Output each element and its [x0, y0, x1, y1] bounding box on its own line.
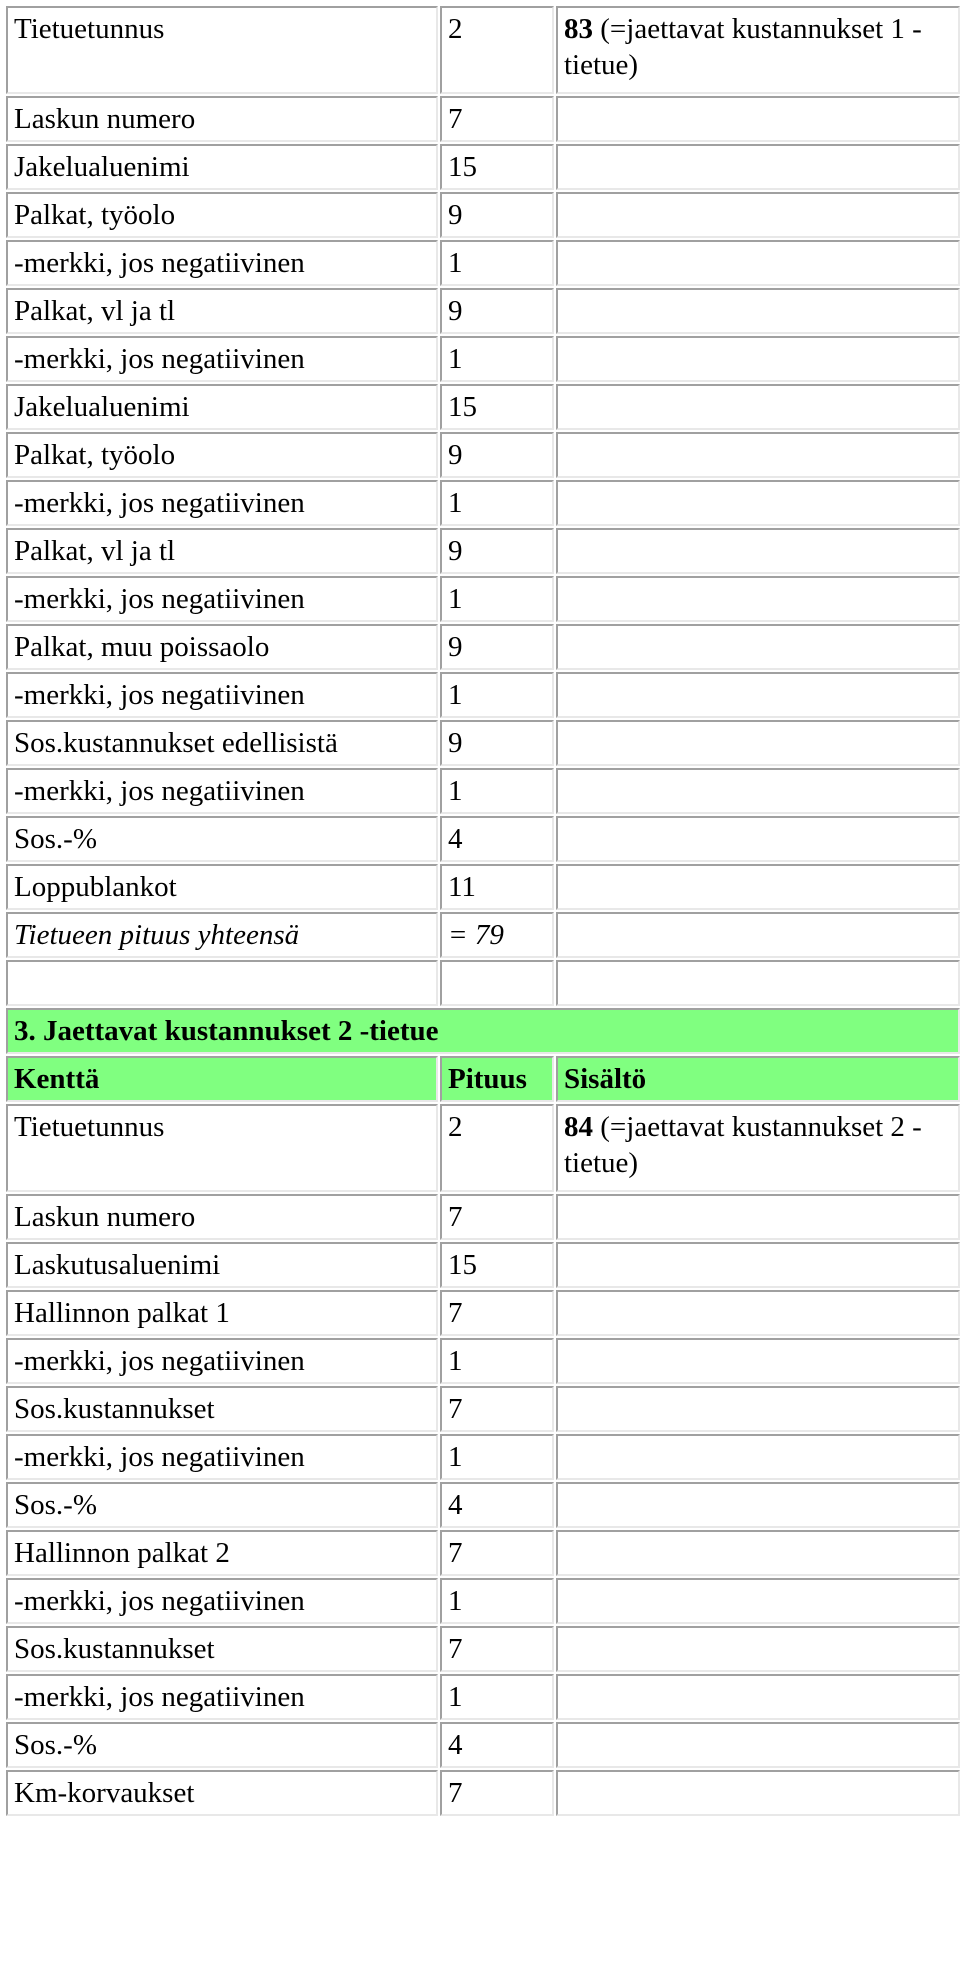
- table-row: [6, 1626, 960, 1672]
- field-name-cell: -merkki, jos negatiivinen: [6, 1338, 438, 1384]
- field-content-cell: [556, 720, 960, 766]
- field-content-cell: [556, 1578, 960, 1624]
- record-description: (=jaettavat kustannukset 2 -tietue): [564, 1111, 922, 1179]
- total-content-cell: [556, 912, 960, 958]
- table-row: [6, 864, 960, 910]
- field-content-cell: [556, 1290, 960, 1336]
- field-length-cell: 7: [440, 1530, 554, 1576]
- table-row: [6, 480, 960, 526]
- field-content-cell: [556, 576, 960, 622]
- table-row: [6, 528, 960, 574]
- field-length-cell: 7: [440, 1386, 554, 1432]
- spacer-cell: [556, 960, 960, 1006]
- table-row: [6, 720, 960, 766]
- field-length-cell: 2: [440, 6, 554, 94]
- field-name-cell: Palkat, työolo: [6, 432, 438, 478]
- field-content-cell: [556, 480, 960, 526]
- total-label: Tietueen pituus yhteensä: [6, 912, 438, 958]
- header-field: Kenttä: [6, 1056, 438, 1102]
- field-content-cell: [556, 768, 960, 814]
- table-row: [6, 384, 960, 430]
- table-row: [6, 1290, 960, 1336]
- table-row: [6, 1770, 960, 1816]
- field-content-cell: [556, 192, 960, 238]
- table-row: [6, 432, 960, 478]
- field-content-cell: [556, 1482, 960, 1528]
- field-name-cell: Sos.kustannukset: [6, 1386, 438, 1432]
- field-content-cell: [556, 240, 960, 286]
- table-row: [6, 1194, 960, 1240]
- table-row: [6, 1722, 960, 1768]
- field-length-cell: 1: [440, 576, 554, 622]
- table-row: [6, 1338, 960, 1384]
- field-content-cell: [556, 672, 960, 718]
- section1-body: [6, 6, 960, 910]
- field-name-cell: Jakelualuenimi: [6, 144, 438, 190]
- table-row: [6, 576, 960, 622]
- field-name-cell: -merkki, jos negatiivinen: [6, 1674, 438, 1720]
- field-content-cell: [556, 288, 960, 334]
- field-content-cell: [556, 384, 960, 430]
- section2-body: [6, 1104, 960, 1816]
- field-content-cell: [556, 1338, 960, 1384]
- field-content-cell: [556, 1194, 960, 1240]
- field-length-cell: 7: [440, 1626, 554, 1672]
- field-content-cell: [556, 1674, 960, 1720]
- field-name-cell: Sos.-%: [6, 1722, 438, 1768]
- field-content-cell: [556, 96, 960, 142]
- field-content-cell: [556, 336, 960, 382]
- table-row: [6, 672, 960, 718]
- field-name-cell: Palkat, vl ja tl: [6, 288, 438, 334]
- table-row: [6, 1530, 960, 1576]
- field-name-cell: Hallinnon palkat 1: [6, 1290, 438, 1336]
- table-row: [6, 816, 960, 862]
- field-content-cell: [556, 528, 960, 574]
- spacer-row: [6, 960, 960, 1006]
- field-length-cell: 9: [440, 624, 554, 670]
- field-content-cell: [556, 864, 960, 910]
- field-name-cell: Tietuetunnus: [6, 1104, 438, 1192]
- table-row: [6, 768, 960, 814]
- header-content: Sisältö: [556, 1056, 960, 1102]
- field-length-cell: 15: [440, 384, 554, 430]
- table-row: [6, 624, 960, 670]
- table-row: [6, 192, 960, 238]
- field-name-cell: Loppublankot: [6, 864, 438, 910]
- field-content-cell: [556, 1104, 960, 1192]
- field-length-cell: 1: [440, 480, 554, 526]
- record-code: 83: [564, 13, 593, 45]
- field-name-cell: Palkat, muu poissaolo: [6, 624, 438, 670]
- field-content-cell: [556, 432, 960, 478]
- table-row: [6, 1578, 960, 1624]
- field-content-cell: [556, 1770, 960, 1816]
- field-content-cell: [556, 1434, 960, 1480]
- field-content-cell: [556, 1242, 960, 1288]
- field-length-cell: 7: [440, 1290, 554, 1336]
- field-name-cell: Palkat, työolo: [6, 192, 438, 238]
- section2-title: 3. Jaettavat kustannukset 2 -tietue: [6, 1008, 960, 1054]
- field-name-cell: -merkki, jos negatiivinen: [6, 768, 438, 814]
- total-value: = 79: [440, 912, 554, 958]
- field-name-cell: -merkki, jos negatiivinen: [6, 336, 438, 382]
- field-length-cell: 2: [440, 1104, 554, 1192]
- field-name-cell: -merkki, jos negatiivinen: [6, 576, 438, 622]
- header-length: Pituus: [440, 1056, 554, 1102]
- table-row: [6, 1674, 960, 1720]
- field-name-cell: Hallinnon palkat 2: [6, 1530, 438, 1576]
- field-name-cell: Sos.-%: [6, 816, 438, 862]
- field-content-cell: [556, 1722, 960, 1768]
- field-content-cell: [556, 6, 960, 94]
- field-name-cell: Jakelualuenimi: [6, 384, 438, 430]
- section1-total-body: [6, 912, 960, 1102]
- field-name-cell: Laskun numero: [6, 96, 438, 142]
- field-content-cell: [556, 1626, 960, 1672]
- table-row: [6, 1434, 960, 1480]
- table-row: [6, 336, 960, 382]
- field-name-cell: -merkki, jos negatiivinen: [6, 240, 438, 286]
- field-length-cell: 7: [440, 96, 554, 142]
- field-name-cell: Palkat, vl ja tl: [6, 528, 438, 574]
- record-code: 84: [564, 1111, 593, 1143]
- field-name-cell: -merkki, jos negatiivinen: [6, 480, 438, 526]
- field-length-cell: 1: [440, 1338, 554, 1384]
- field-length-cell: 1: [440, 1674, 554, 1720]
- field-length-cell: 1: [440, 240, 554, 286]
- field-length-cell: 4: [440, 1722, 554, 1768]
- field-length-cell: 1: [440, 1578, 554, 1624]
- field-content-cell: [556, 1530, 960, 1576]
- spacer-cell: [6, 960, 438, 1006]
- table-row: [6, 1482, 960, 1528]
- field-content-cell: [556, 144, 960, 190]
- field-length-cell: 9: [440, 432, 554, 478]
- field-length-cell: 15: [440, 1242, 554, 1288]
- field-name-cell: -merkki, jos negatiivinen: [6, 1434, 438, 1480]
- field-length-cell: 4: [440, 1482, 554, 1528]
- field-name-cell: -merkki, jos negatiivinen: [6, 672, 438, 718]
- field-name-cell: Sos.kustannukset edellisistä: [6, 720, 438, 766]
- field-length-cell: 9: [440, 288, 554, 334]
- field-length-cell: 1: [440, 768, 554, 814]
- field-length-cell: 15: [440, 144, 554, 190]
- section2-title-row: [6, 1008, 960, 1054]
- table-row: [6, 1242, 960, 1288]
- table-row: [6, 1386, 960, 1432]
- field-name-cell: Tietuetunnus: [6, 6, 438, 94]
- field-name-cell: Sos.-%: [6, 1482, 438, 1528]
- field-name-cell: Km-korvaukset: [6, 1770, 438, 1816]
- field-length-cell: 7: [440, 1194, 554, 1240]
- field-name-cell: Sos.kustannukset: [6, 1626, 438, 1672]
- field-length-cell: 9: [440, 192, 554, 238]
- field-name-cell: Laskutusaluenimi: [6, 1242, 438, 1288]
- field-name-cell: -merkki, jos negatiivinen: [6, 1578, 438, 1624]
- field-content-cell: [556, 624, 960, 670]
- spacer-cell: [440, 960, 554, 1006]
- record-description: (=jaettavat kustannukset 1 -tietue): [564, 13, 922, 81]
- field-name-cell: Laskun numero: [6, 1194, 438, 1240]
- field-length-cell: 7: [440, 1770, 554, 1816]
- table-row: [6, 288, 960, 334]
- record-spec-table: [4, 4, 960, 1818]
- section2-header-row: [6, 1056, 960, 1102]
- table-row: [6, 1104, 960, 1192]
- field-content-cell: [556, 1386, 960, 1432]
- field-length-cell: 9: [440, 720, 554, 766]
- field-length-cell: 1: [440, 1434, 554, 1480]
- field-length-cell: 1: [440, 672, 554, 718]
- field-length-cell: 11: [440, 864, 554, 910]
- field-content-cell: [556, 816, 960, 862]
- field-length-cell: 9: [440, 528, 554, 574]
- field-length-cell: 1: [440, 336, 554, 382]
- table-row: [6, 144, 960, 190]
- table-row: [6, 240, 960, 286]
- field-length-cell: 4: [440, 816, 554, 862]
- table-row: [6, 96, 960, 142]
- table-row: [6, 6, 960, 94]
- total-row: [6, 912, 960, 958]
